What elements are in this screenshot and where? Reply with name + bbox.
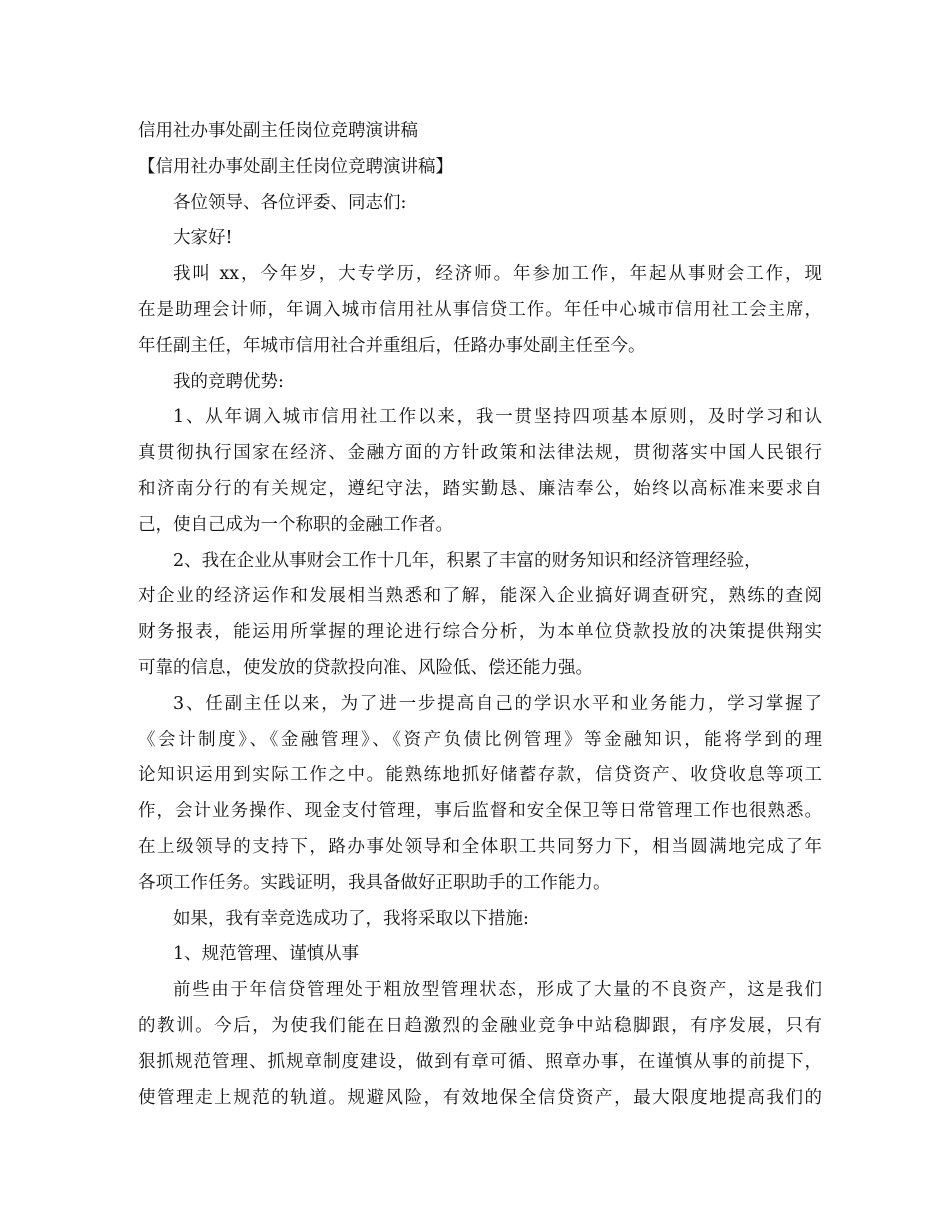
paragraph-line: 的教训。今后，为使我们能在日趋激烈的金融业竞争中站稳脚跟，有序发展，只有 — [138, 1015, 822, 1036]
paragraph-line: 可靠的信息，使发放的贷款投向准、风险低、偿还能力强。 — [138, 657, 593, 678]
paragraph-line: 《会计制度》、《金融管理》、《资产负债比例管理》等金融知识，能将学到的理 — [138, 729, 822, 750]
section-heading: 我的竞聘优势: — [173, 371, 284, 392]
section-heading: 如果，我有幸竞选成功了，我将采取以下措施: — [173, 908, 529, 929]
document-bracket-title: 【信用社办事处副主任岗位竞聘演讲稿】 — [138, 156, 453, 177]
greeting-line: 大家好! — [173, 228, 233, 249]
paragraph-line: 各项工作任务。实践证明，我具备做好正职助手的工作能力。 — [138, 872, 611, 893]
paragraph-line: 3、任副主任以来，为了进一步提高自己的学识水平和业务能力，学习掌握了 — [173, 693, 822, 714]
document-title: 信用社办事处副主任岗位竞聘演讲稿 — [138, 121, 418, 141]
salutation-line: 各位领导、各位评委、同志们: — [173, 192, 407, 213]
paragraph-line: 在是助理会计师，年调入城市信用社从事信贷工作。年任中心城市信用社工会主席， — [138, 299, 822, 320]
paragraph-line: 论知识运用到实际工作之中。能熟练地抓好储蓄存款，信贷资产、收贷收息等项工 — [138, 765, 822, 786]
paragraph-line: 2、我在企业从事财会工作十几年，积累了丰富的财务知识和经济管理经验， — [173, 550, 762, 571]
paragraph-line: 财务报表，能运用所掌握的理论进行综合分析，为本单位贷款投放的决策提供翔实 — [138, 622, 822, 643]
paragraph-line: 对企业的经济运作和发展相当熟悉和了解，能深入企业搞好调查研究，熟练的查阅 — [138, 586, 822, 607]
paragraph-line: 使管理走上规范的轨道。规避风险，有效地保全信贷资产，最大限度地提高我们的 — [138, 1087, 822, 1108]
paragraph-line: 在上级领导的支持下，路办事处领导和全体职工共同努力下，相当圆满地完成了年 — [138, 836, 822, 857]
paragraph-line: 前些由于年信贷管理处于粗放型管理状态，形成了大量的不良资产，这是我们 — [173, 980, 822, 1001]
document-body — [138, 114, 822, 1116]
paragraph-line: 和济南分行的有关规定，遵纪守法，踏实勤恳、廉洁奉公，始终以高标准来要求自 — [138, 478, 822, 499]
paragraph-line: 我叫 xx，今年岁，大专学历，经济师。年参加工作，年起从事财会工作，现 — [173, 264, 822, 285]
paragraph-line: 己，使自己成为一个称职的金融工作者。 — [138, 514, 453, 535]
paragraph-line: 1、从年调入城市信用社工作以来，我一贯坚持四项基本原则，及时学习和认 — [173, 407, 822, 428]
paragraph-line: 年任副主任，年城市信用社合并重组后，任路办事处副主任至今。 — [138, 335, 646, 356]
subsection-heading: 1、规范管理、谨慎从事 — [173, 944, 360, 965]
paragraph-line: 真贯彻执行国家在经济、金融方面的方针政策和法律法规，贯彻落实中国人民银行 — [138, 443, 822, 464]
paragraph-line: 作，会计业务操作、现金支付管理，事后监督和安全保卫等日常管理工作也很熟悉。 — [138, 801, 822, 822]
paragraph-line: 狠抓规范管理、抓规章制度建设，做到有章可循、照章办事，在谨慎从事的前提下， — [138, 1051, 822, 1072]
